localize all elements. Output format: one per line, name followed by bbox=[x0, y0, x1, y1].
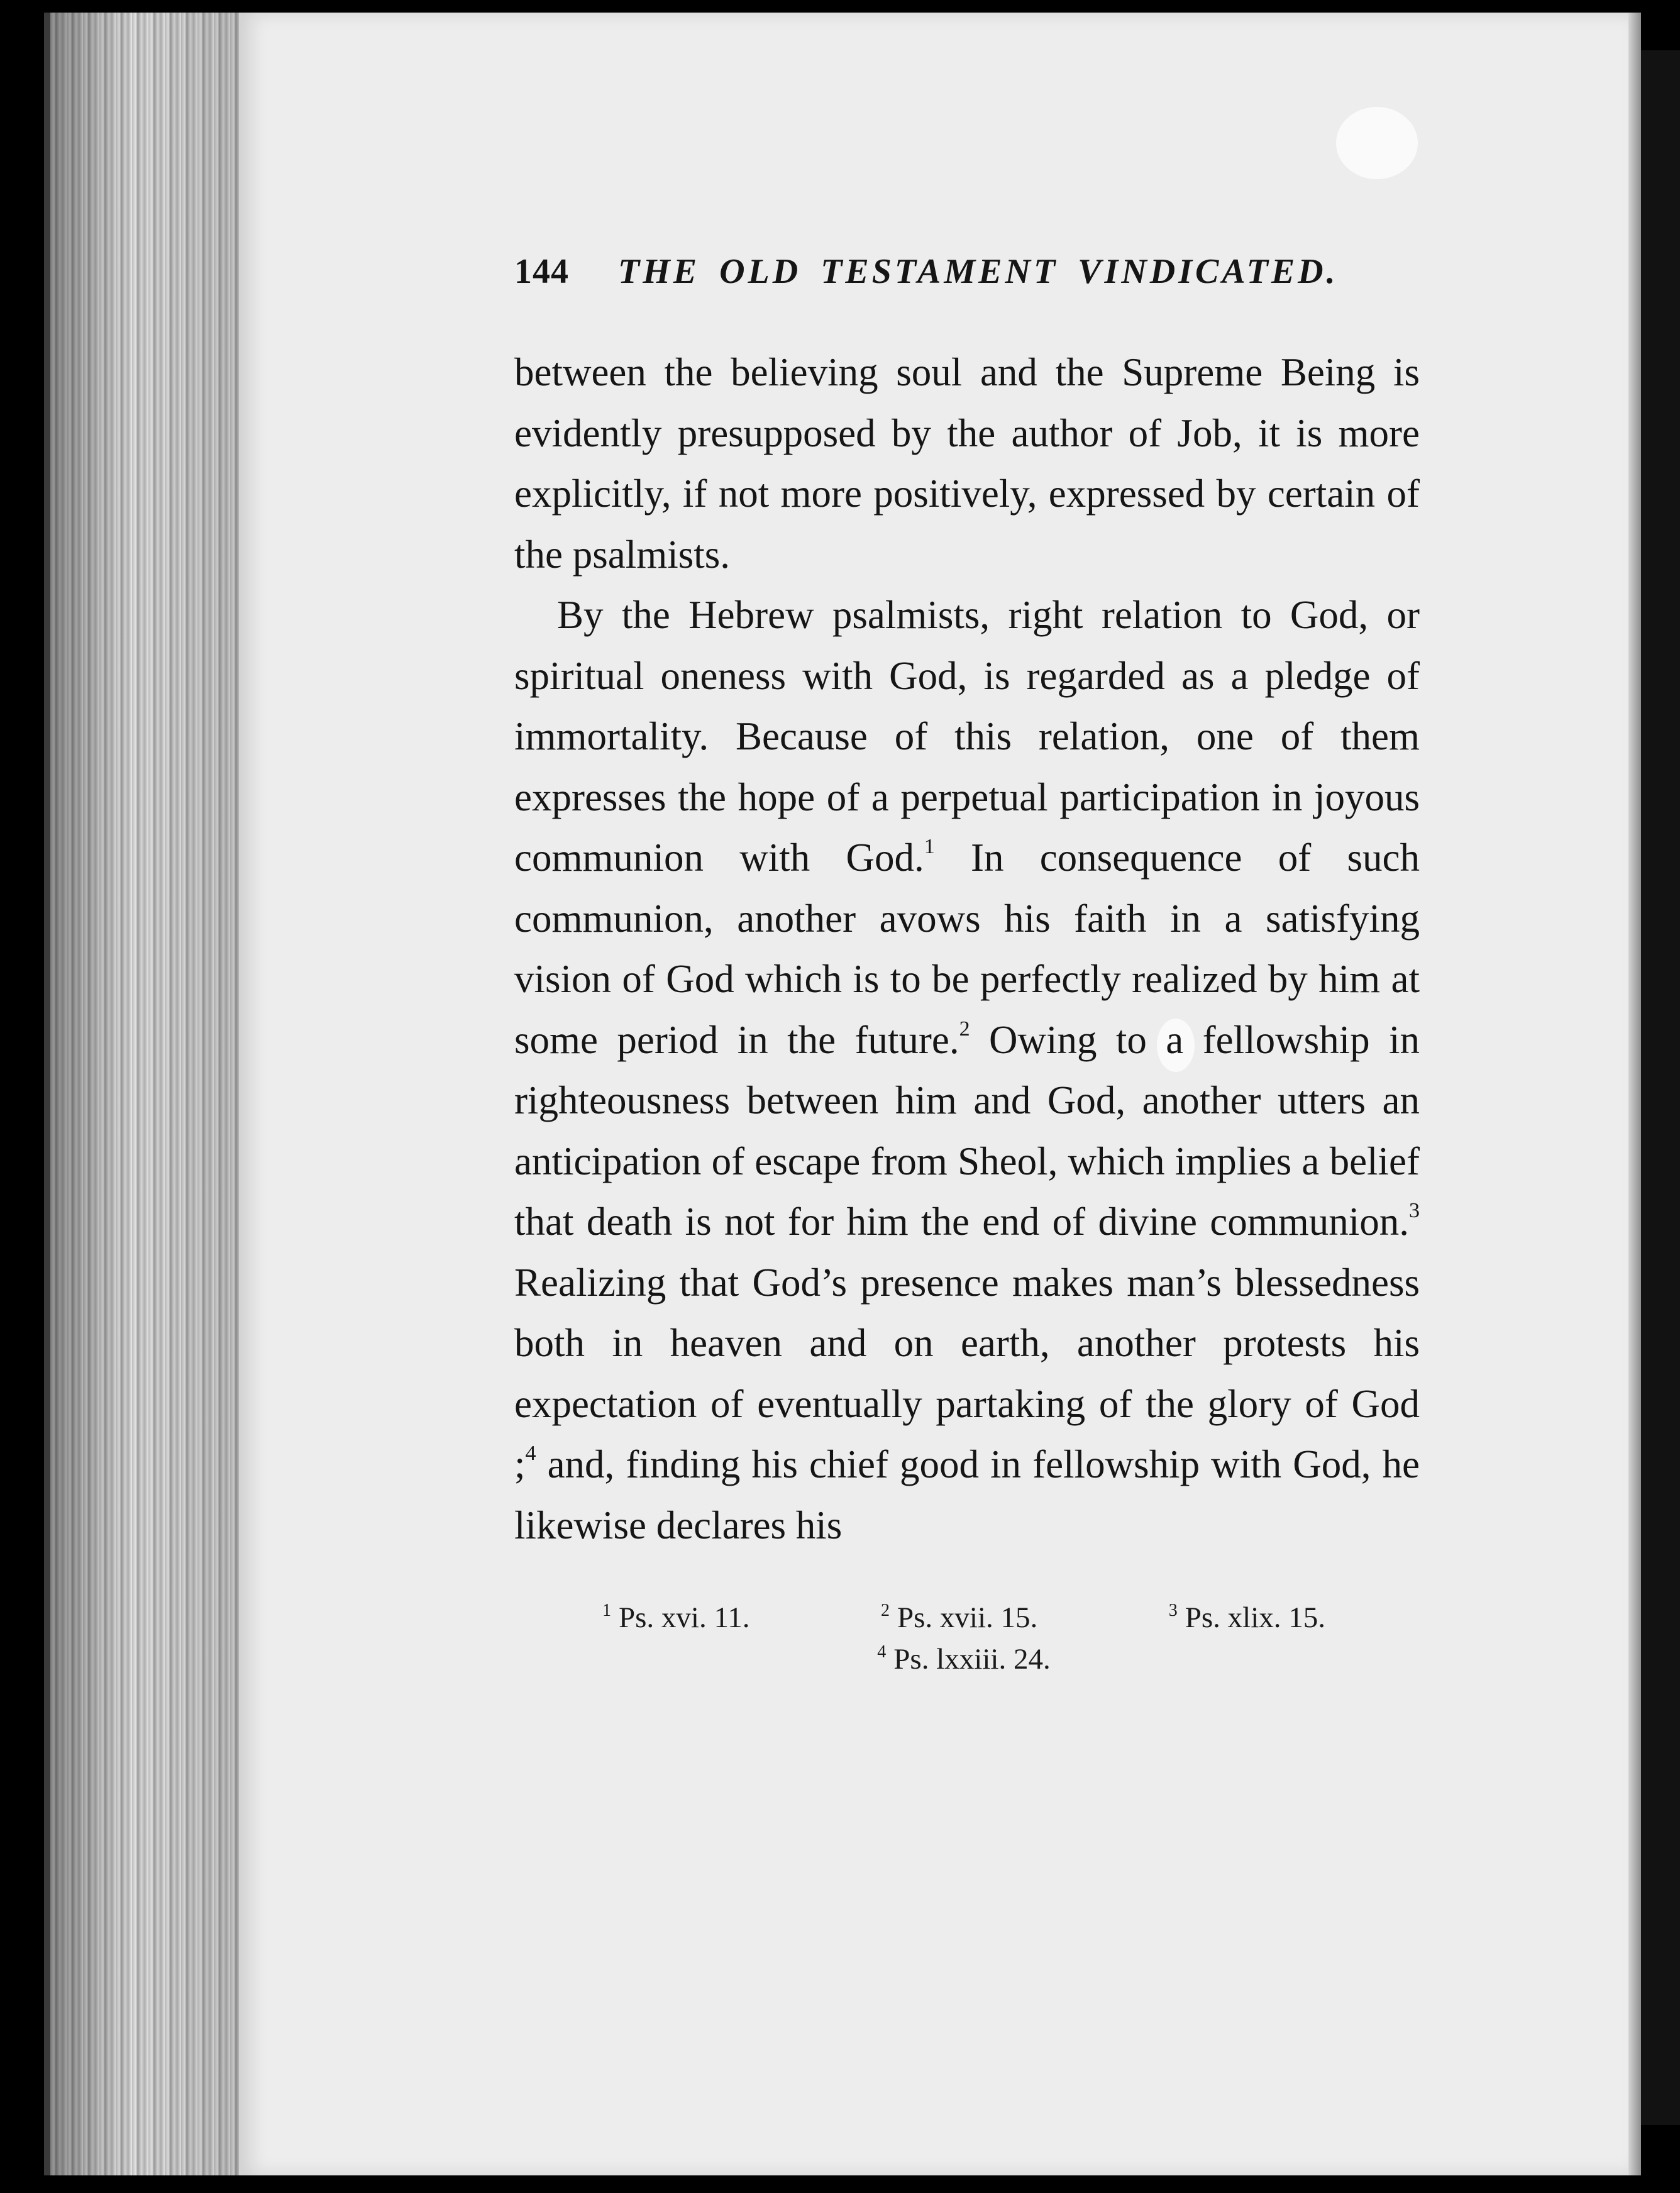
footnotes bbox=[514, 1597, 1420, 1680]
page-number: 144 bbox=[514, 252, 569, 291]
footnote bbox=[881, 1597, 1037, 1638]
footnote-reference: 2 bbox=[959, 1017, 970, 1041]
footnote-mark: 4 bbox=[877, 1642, 887, 1662]
text-block bbox=[514, 251, 1420, 1680]
paragraph-text: By the Hebrew psalmists, right relation to God, or spiritual oneness with God, is regarded as a pledge of immortality. Because of this relation, one of them expresses the hope of a perpetual participation in joyous communion with God. bbox=[514, 593, 1420, 880]
running-title: THE OLD TESTAMENT VINDICATED. bbox=[618, 252, 1339, 291]
page-gutter bbox=[1628, 13, 1641, 2175]
footnote-reference: 1 bbox=[924, 835, 935, 858]
footnote-mark: 3 bbox=[1168, 1601, 1178, 1620]
paragraph-text: and, finding his chief good in fellowship with God, he likewise declares his bbox=[514, 1442, 1420, 1547]
footnote-row bbox=[514, 1638, 1420, 1680]
footnote-mark: 1 bbox=[602, 1601, 611, 1620]
footnote-row bbox=[514, 1597, 1420, 1638]
paragraph-text: In consequence of such communion, another avows his faith in a satisfying vision of God which is to be perfectly realized by him at some period in the future. bbox=[514, 836, 1420, 1062]
book-spine bbox=[1641, 50, 1680, 2125]
book-page-edges bbox=[44, 13, 258, 2175]
body-text bbox=[514, 342, 1420, 1555]
footnote-text: Ps. xlix. 15. bbox=[1185, 1601, 1325, 1634]
page-stain bbox=[1336, 107, 1418, 179]
paragraph: between the believing soul and the Supreme Being is evidently presupposed by the author of Job, it is more explicitly, if not more positively, expressed by certain of the psalmists. bbox=[514, 350, 1420, 577]
paragraph-text: Owing to a fellowship in righteousness between him and God, another utters an anticipation of escape from Sheol, which implies a belief that death is not for him the end of divine communion. bbox=[514, 1017, 1420, 1244]
footnote-text: Ps. xvii. 15. bbox=[897, 1601, 1038, 1634]
running-head bbox=[514, 251, 1420, 314]
footnote-mark: 2 bbox=[880, 1601, 890, 1620]
paragraph bbox=[514, 585, 1420, 1555]
footnote-reference: 4 bbox=[525, 1442, 536, 1465]
footnote-text: Ps. xvi. 11. bbox=[619, 1601, 750, 1634]
footnote-text: Ps. lxxiii. 24. bbox=[893, 1643, 1051, 1676]
footnote bbox=[1169, 1597, 1325, 1638]
footnote bbox=[877, 1638, 1050, 1680]
footnote bbox=[602, 1597, 750, 1638]
footnote-reference: 3 bbox=[1409, 1199, 1420, 1222]
paragraph-text: Realizing that God’s presence makes man’s blessedness both in heaven and on earth, another protests his expectation of eventually partaking of the glory of God ; bbox=[514, 1260, 1420, 1486]
